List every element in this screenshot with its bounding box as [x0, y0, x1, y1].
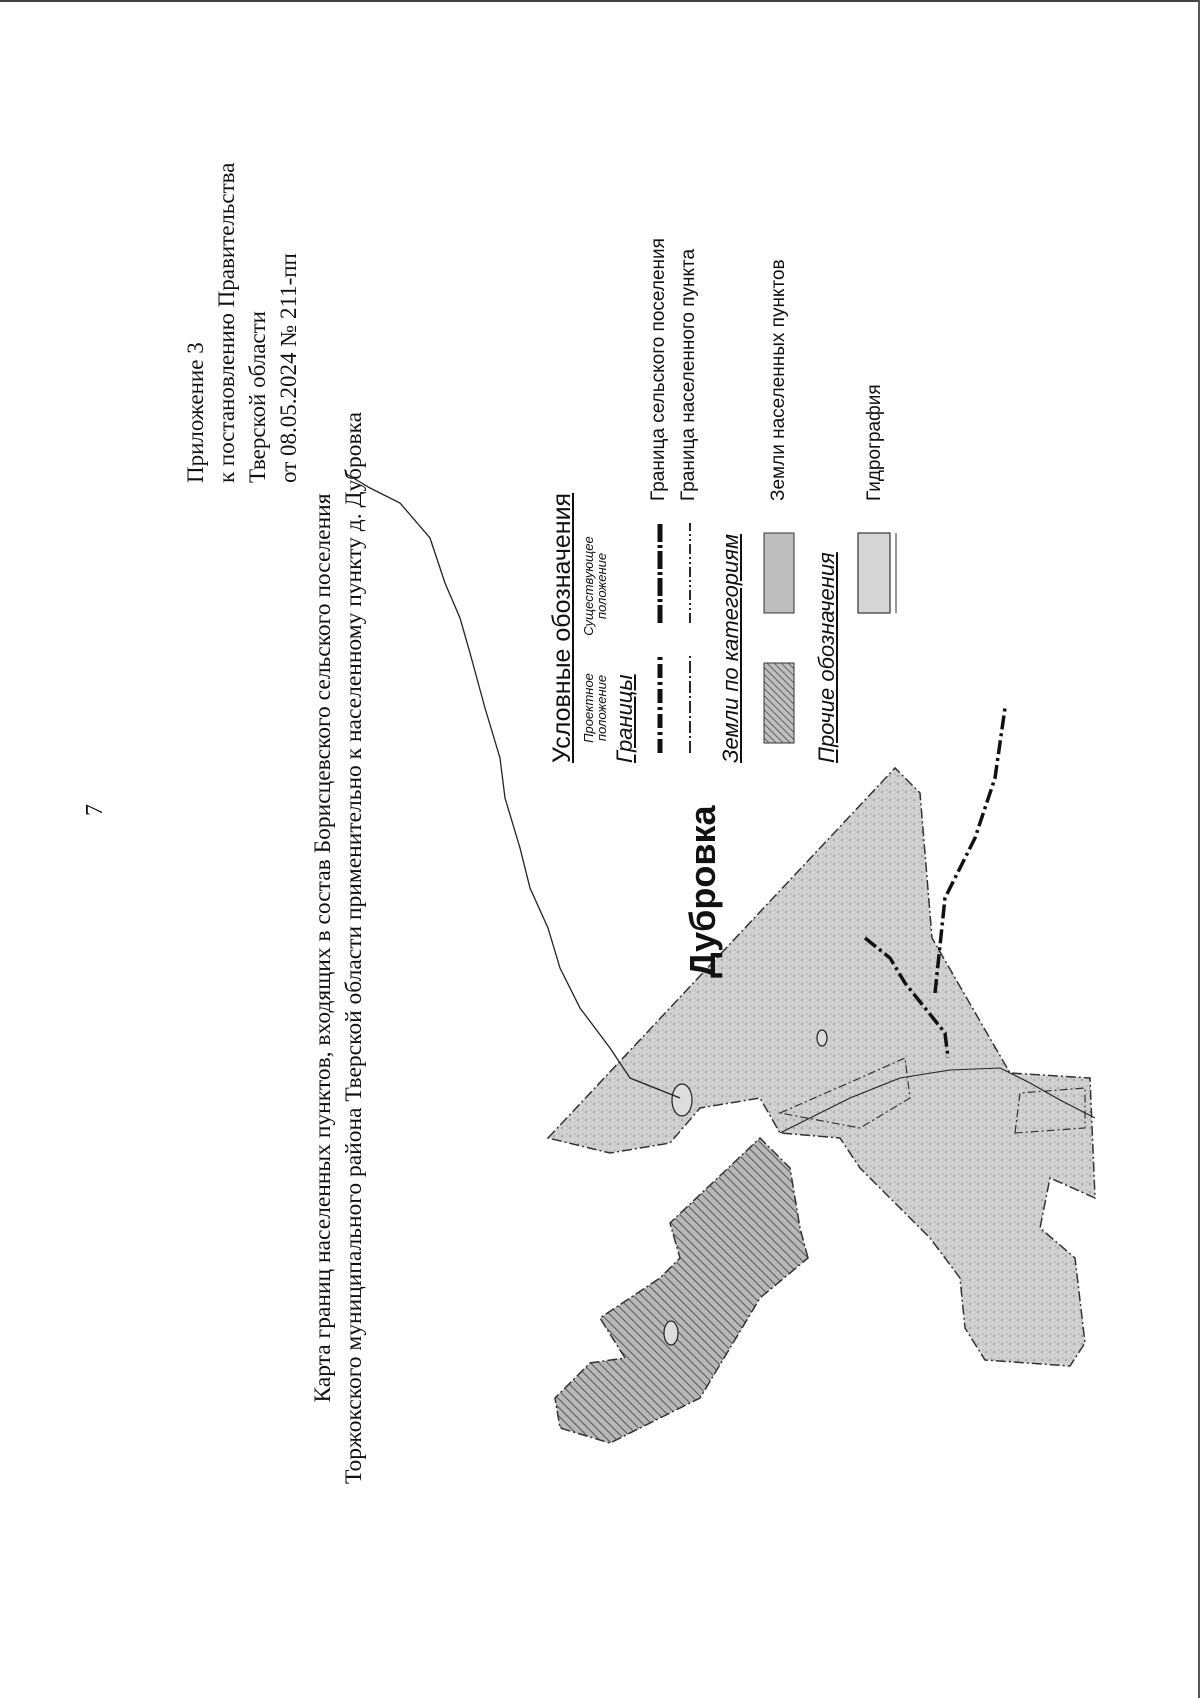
approval-line-1: Приложение 3 [183, 342, 208, 483]
pond-3 [817, 1030, 827, 1046]
legend-settlement-lands-label: Земли населенных пунктов [768, 259, 789, 501]
projected-area-hatched-large [555, 1138, 808, 1443]
legend-heading: Условные обозначения [548, 492, 576, 763]
approval-line-4: от 08.05.2024 № 211-пп [276, 253, 301, 483]
legend-hydrography-label: Гидрография [864, 384, 885, 501]
settlement-area-main [548, 768, 1095, 1366]
approval-line-3: Тверской области [245, 311, 270, 483]
settlement-name-label: Дубровка [682, 805, 723, 978]
pond-2 [672, 1084, 692, 1116]
legend [548, 123, 968, 763]
legend-col-project-line-1: Проектное [581, 673, 596, 743]
legend-col-project-line-2: положение [594, 674, 609, 742]
legend-borders-title: Границы [612, 674, 637, 763]
legend-lands-existing [764, 533, 794, 613]
legend-col-existing-line-2: положение [594, 552, 609, 620]
legend-symbols [548, 123, 968, 763]
map-title-line-1: Карта границ населенных пунктов, входящих в состав Борисцевского сельского поселения [310, 493, 336, 1403]
legend-lands-title: Земли по категориям [718, 533, 743, 763]
page-number: 7 [82, 804, 108, 816]
legend-lands-project [764, 663, 794, 743]
legend-settlement-border-label: Граница населенного пункта [678, 248, 699, 501]
legend-hydrography-swatch [858, 533, 890, 613]
legend-other-title: Прочие обозначения [814, 552, 839, 763]
map-title-line-2: Торжокского муниципального района Тверской области применительно к населенному пункту д. Дубровка [341, 411, 367, 1485]
legend-rural-border-label: Граница сельского поселения [648, 238, 669, 501]
approval-line-2: к постановлению Правительства [214, 162, 239, 483]
pond-1 [664, 1321, 678, 1345]
legend-col-existing-line-1: Существующее [581, 536, 596, 636]
